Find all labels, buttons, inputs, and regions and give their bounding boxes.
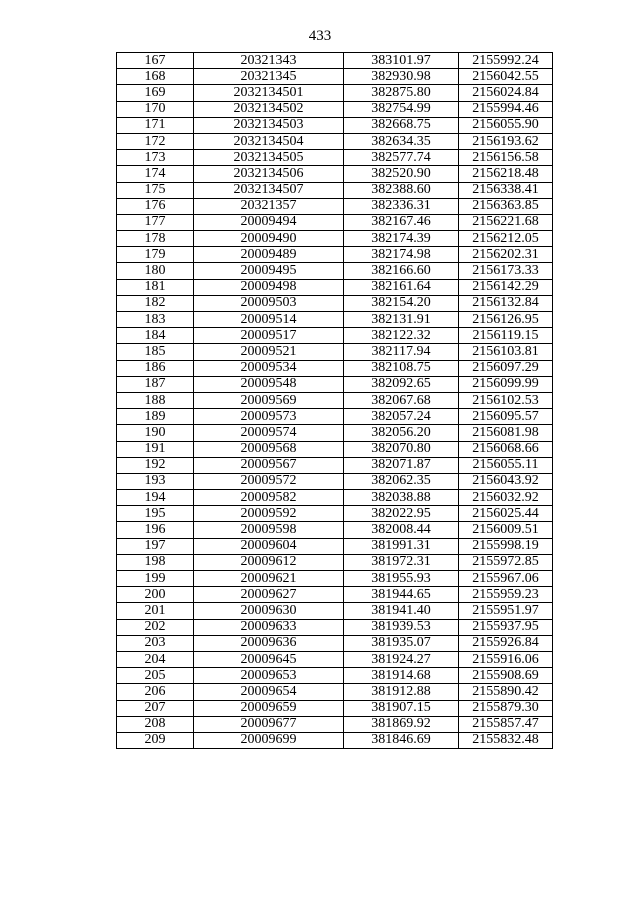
point-id-cell: 20321345 — [194, 69, 344, 85]
table-row — [117, 312, 553, 328]
point-number-cell: 173 — [117, 150, 194, 166]
y-coordinate-cell: 2155857.47 — [459, 716, 553, 732]
y-coordinate-cell: 2156025.44 — [459, 506, 553, 522]
point-number-cell: 209 — [117, 732, 194, 748]
point-id-cell: 20009627 — [194, 587, 344, 603]
y-coordinate-cell: 2155832.48 — [459, 732, 553, 748]
point-id-cell: 20009573 — [194, 409, 344, 425]
x-coordinate-cell: 382174.98 — [344, 247, 459, 263]
y-coordinate-cell: 2156221.68 — [459, 214, 553, 230]
point-id-cell: 20009490 — [194, 231, 344, 247]
point-number-cell: 181 — [117, 279, 194, 295]
x-coordinate-cell: 382038.88 — [344, 490, 459, 506]
point-number-cell: 180 — [117, 263, 194, 279]
point-id-cell: 20009699 — [194, 732, 344, 748]
y-coordinate-cell: 2156043.92 — [459, 473, 553, 489]
point-id-cell: 20009517 — [194, 328, 344, 344]
x-coordinate-cell: 381991.31 — [344, 538, 459, 554]
y-coordinate-cell: 2156338.41 — [459, 182, 553, 198]
x-coordinate-cell: 382388.60 — [344, 182, 459, 198]
table-row — [117, 522, 553, 538]
x-coordinate-cell: 382092.65 — [344, 376, 459, 392]
point-id-cell: 20009489 — [194, 247, 344, 263]
table-row — [117, 166, 553, 182]
coordinate-table — [116, 52, 553, 749]
table-row — [117, 506, 553, 522]
table-row — [117, 214, 553, 230]
table-row — [117, 117, 553, 133]
table-row — [117, 53, 553, 69]
point-id-cell: 20009636 — [194, 635, 344, 651]
point-id-cell: 20009630 — [194, 603, 344, 619]
y-coordinate-cell: 2156081.98 — [459, 425, 553, 441]
y-coordinate-cell: 2155879.30 — [459, 700, 553, 716]
y-coordinate-cell: 2156156.58 — [459, 150, 553, 166]
table-body — [117, 53, 553, 749]
table-row — [117, 603, 553, 619]
point-id-cell: 20321343 — [194, 53, 344, 69]
x-coordinate-cell: 382166.60 — [344, 263, 459, 279]
point-number-cell: 208 — [117, 716, 194, 732]
y-coordinate-cell: 2155926.84 — [459, 635, 553, 651]
point-id-cell: 20321357 — [194, 198, 344, 214]
y-coordinate-cell: 2156097.29 — [459, 360, 553, 376]
x-coordinate-cell: 382122.32 — [344, 328, 459, 344]
y-coordinate-cell: 2155994.46 — [459, 101, 553, 117]
point-number-cell: 185 — [117, 344, 194, 360]
point-number-cell: 175 — [117, 182, 194, 198]
table-row — [117, 538, 553, 554]
point-id-cell: 20009621 — [194, 571, 344, 587]
point-id-cell: 20009645 — [194, 651, 344, 667]
table-row — [117, 198, 553, 214]
point-id-cell: 20009521 — [194, 344, 344, 360]
table-row — [117, 182, 553, 198]
x-coordinate-cell: 382056.20 — [344, 425, 459, 441]
y-coordinate-cell: 2156132.84 — [459, 295, 553, 311]
y-coordinate-cell: 2156055.11 — [459, 457, 553, 473]
table-row — [117, 328, 553, 344]
table-row — [117, 409, 553, 425]
point-number-cell: 199 — [117, 571, 194, 587]
table-row — [117, 684, 553, 700]
y-coordinate-cell: 2156009.51 — [459, 522, 553, 538]
table-row — [117, 554, 553, 570]
y-coordinate-cell: 2156068.66 — [459, 441, 553, 457]
point-number-cell: 188 — [117, 392, 194, 408]
point-number-cell: 182 — [117, 295, 194, 311]
y-coordinate-cell: 2155972.85 — [459, 554, 553, 570]
point-number-cell: 177 — [117, 214, 194, 230]
y-coordinate-cell: 2155998.19 — [459, 538, 553, 554]
x-coordinate-cell: 382161.64 — [344, 279, 459, 295]
table-row — [117, 133, 553, 149]
table-row — [117, 457, 553, 473]
point-id-cell: 20009498 — [194, 279, 344, 295]
x-coordinate-cell: 382174.39 — [344, 231, 459, 247]
point-id-cell: 20009612 — [194, 554, 344, 570]
x-coordinate-cell: 382117.94 — [344, 344, 459, 360]
point-id-cell: 20009494 — [194, 214, 344, 230]
point-id-cell: 20009677 — [194, 716, 344, 732]
point-number-cell: 183 — [117, 312, 194, 328]
table-row — [117, 392, 553, 408]
point-id-cell: 20009534 — [194, 360, 344, 376]
point-number-cell: 186 — [117, 360, 194, 376]
point-number-cell: 198 — [117, 554, 194, 570]
point-number-cell: 174 — [117, 166, 194, 182]
point-id-cell: 20009567 — [194, 457, 344, 473]
point-id-cell: 20009568 — [194, 441, 344, 457]
point-id-cell: 2032134504 — [194, 133, 344, 149]
point-id-cell: 20009582 — [194, 490, 344, 506]
table-row — [117, 360, 553, 376]
point-number-cell: 176 — [117, 198, 194, 214]
y-coordinate-cell: 2156042.55 — [459, 69, 553, 85]
table-row — [117, 247, 553, 263]
point-id-cell: 2032134506 — [194, 166, 344, 182]
y-coordinate-cell: 2156119.15 — [459, 328, 553, 344]
point-id-cell: 20009604 — [194, 538, 344, 554]
point-number-cell: 193 — [117, 473, 194, 489]
x-coordinate-cell: 381907.15 — [344, 700, 459, 716]
point-number-cell: 191 — [117, 441, 194, 457]
x-coordinate-cell: 381935.07 — [344, 635, 459, 651]
table-row — [117, 716, 553, 732]
point-number-cell: 184 — [117, 328, 194, 344]
table-row — [117, 150, 553, 166]
table-row — [117, 376, 553, 392]
point-number-cell: 203 — [117, 635, 194, 651]
x-coordinate-cell: 381955.93 — [344, 571, 459, 587]
point-number-cell: 187 — [117, 376, 194, 392]
point-number-cell: 204 — [117, 651, 194, 667]
y-coordinate-cell: 2156024.84 — [459, 85, 553, 101]
page-number: 433 — [308, 28, 332, 44]
y-coordinate-cell: 2155908.69 — [459, 668, 553, 684]
x-coordinate-cell: 383101.97 — [344, 53, 459, 69]
x-coordinate-cell: 382577.74 — [344, 150, 459, 166]
table-row — [117, 279, 553, 295]
point-number-cell: 170 — [117, 101, 194, 117]
point-number-cell: 190 — [117, 425, 194, 441]
point-number-cell: 195 — [117, 506, 194, 522]
point-number-cell: 168 — [117, 69, 194, 85]
table-row — [117, 651, 553, 667]
x-coordinate-cell: 381944.65 — [344, 587, 459, 603]
point-id-cell: 20009653 — [194, 668, 344, 684]
y-coordinate-cell: 2156142.29 — [459, 279, 553, 295]
y-coordinate-cell: 2156202.31 — [459, 247, 553, 263]
x-coordinate-cell: 382062.35 — [344, 473, 459, 489]
x-coordinate-cell: 382930.98 — [344, 69, 459, 85]
y-coordinate-cell: 2155967.06 — [459, 571, 553, 587]
point-id-cell: 20009574 — [194, 425, 344, 441]
point-number-cell: 179 — [117, 247, 194, 263]
y-coordinate-cell: 2156032.92 — [459, 490, 553, 506]
y-coordinate-cell: 2156173.33 — [459, 263, 553, 279]
table-row — [117, 441, 553, 457]
point-number-cell: 192 — [117, 457, 194, 473]
x-coordinate-cell: 381924.27 — [344, 651, 459, 667]
y-coordinate-cell: 2156218.48 — [459, 166, 553, 182]
x-coordinate-cell: 382634.35 — [344, 133, 459, 149]
point-id-cell: 20009569 — [194, 392, 344, 408]
table-row — [117, 344, 553, 360]
y-coordinate-cell: 2156095.57 — [459, 409, 553, 425]
point-number-cell: 207 — [117, 700, 194, 716]
point-id-cell: 2032134502 — [194, 101, 344, 117]
point-id-cell: 2032134505 — [194, 150, 344, 166]
x-coordinate-cell: 382875.80 — [344, 85, 459, 101]
table-row — [117, 101, 553, 117]
x-coordinate-cell: 382067.68 — [344, 392, 459, 408]
point-number-cell: 189 — [117, 409, 194, 425]
point-id-cell: 20009514 — [194, 312, 344, 328]
y-coordinate-cell: 2155937.95 — [459, 619, 553, 635]
x-coordinate-cell: 382071.87 — [344, 457, 459, 473]
table-row — [117, 635, 553, 651]
table-row — [117, 69, 553, 85]
x-coordinate-cell: 382154.20 — [344, 295, 459, 311]
x-coordinate-cell: 382520.90 — [344, 166, 459, 182]
x-coordinate-cell: 382668.75 — [344, 117, 459, 133]
y-coordinate-cell: 2155992.24 — [459, 53, 553, 69]
y-coordinate-cell: 2156212.05 — [459, 231, 553, 247]
y-coordinate-cell: 2156099.99 — [459, 376, 553, 392]
x-coordinate-cell: 381912.88 — [344, 684, 459, 700]
point-id-cell: 2032134507 — [194, 182, 344, 198]
point-number-cell: 171 — [117, 117, 194, 133]
y-coordinate-cell: 2156126.95 — [459, 312, 553, 328]
point-number-cell: 201 — [117, 603, 194, 619]
table-row — [117, 587, 553, 603]
x-coordinate-cell: 382167.46 — [344, 214, 459, 230]
x-coordinate-cell: 382754.99 — [344, 101, 459, 117]
table-row — [117, 231, 553, 247]
x-coordinate-cell: 382108.75 — [344, 360, 459, 376]
y-coordinate-cell: 2156103.81 — [459, 344, 553, 360]
point-number-cell: 202 — [117, 619, 194, 635]
point-id-cell: 20009495 — [194, 263, 344, 279]
point-id-cell: 20009548 — [194, 376, 344, 392]
point-number-cell: 178 — [117, 231, 194, 247]
x-coordinate-cell: 382131.91 — [344, 312, 459, 328]
point-number-cell: 194 — [117, 490, 194, 506]
point-number-cell: 197 — [117, 538, 194, 554]
table-row — [117, 571, 553, 587]
point-number-cell: 196 — [117, 522, 194, 538]
point-id-cell: 20009654 — [194, 684, 344, 700]
x-coordinate-cell: 381869.92 — [344, 716, 459, 732]
x-coordinate-cell: 382008.44 — [344, 522, 459, 538]
point-id-cell: 20009598 — [194, 522, 344, 538]
y-coordinate-cell: 2156102.53 — [459, 392, 553, 408]
point-number-cell: 167 — [117, 53, 194, 69]
table-row — [117, 85, 553, 101]
y-coordinate-cell: 2155959.23 — [459, 587, 553, 603]
y-coordinate-cell: 2156055.90 — [459, 117, 553, 133]
table-row — [117, 619, 553, 635]
table-row — [117, 700, 553, 716]
table-row — [117, 490, 553, 506]
x-coordinate-cell: 381914.68 — [344, 668, 459, 684]
y-coordinate-cell: 2156193.62 — [459, 133, 553, 149]
point-id-cell: 20009503 — [194, 295, 344, 311]
x-coordinate-cell: 381941.40 — [344, 603, 459, 619]
point-number-cell: 169 — [117, 85, 194, 101]
x-coordinate-cell: 382070.80 — [344, 441, 459, 457]
point-number-cell: 172 — [117, 133, 194, 149]
point-number-cell: 200 — [117, 587, 194, 603]
point-id-cell: 20009633 — [194, 619, 344, 635]
table-row — [117, 263, 553, 279]
x-coordinate-cell: 381846.69 — [344, 732, 459, 748]
y-coordinate-cell: 2156363.85 — [459, 198, 553, 214]
x-coordinate-cell: 382022.95 — [344, 506, 459, 522]
point-id-cell: 2032134501 — [194, 85, 344, 101]
table-row — [117, 425, 553, 441]
table-row — [117, 473, 553, 489]
y-coordinate-cell: 2155916.06 — [459, 651, 553, 667]
point-id-cell: 2032134503 — [194, 117, 344, 133]
table-row — [117, 295, 553, 311]
table-row — [117, 732, 553, 748]
point-number-cell: 205 — [117, 668, 194, 684]
y-coordinate-cell: 2155890.42 — [459, 684, 553, 700]
x-coordinate-cell: 382057.24 — [344, 409, 459, 425]
x-coordinate-cell: 382336.31 — [344, 198, 459, 214]
x-coordinate-cell: 381939.53 — [344, 619, 459, 635]
point-number-cell: 206 — [117, 684, 194, 700]
point-id-cell: 20009592 — [194, 506, 344, 522]
point-id-cell: 20009659 — [194, 700, 344, 716]
y-coordinate-cell: 2155951.97 — [459, 603, 553, 619]
x-coordinate-cell: 381972.31 — [344, 554, 459, 570]
point-id-cell: 20009572 — [194, 473, 344, 489]
table-row — [117, 668, 553, 684]
